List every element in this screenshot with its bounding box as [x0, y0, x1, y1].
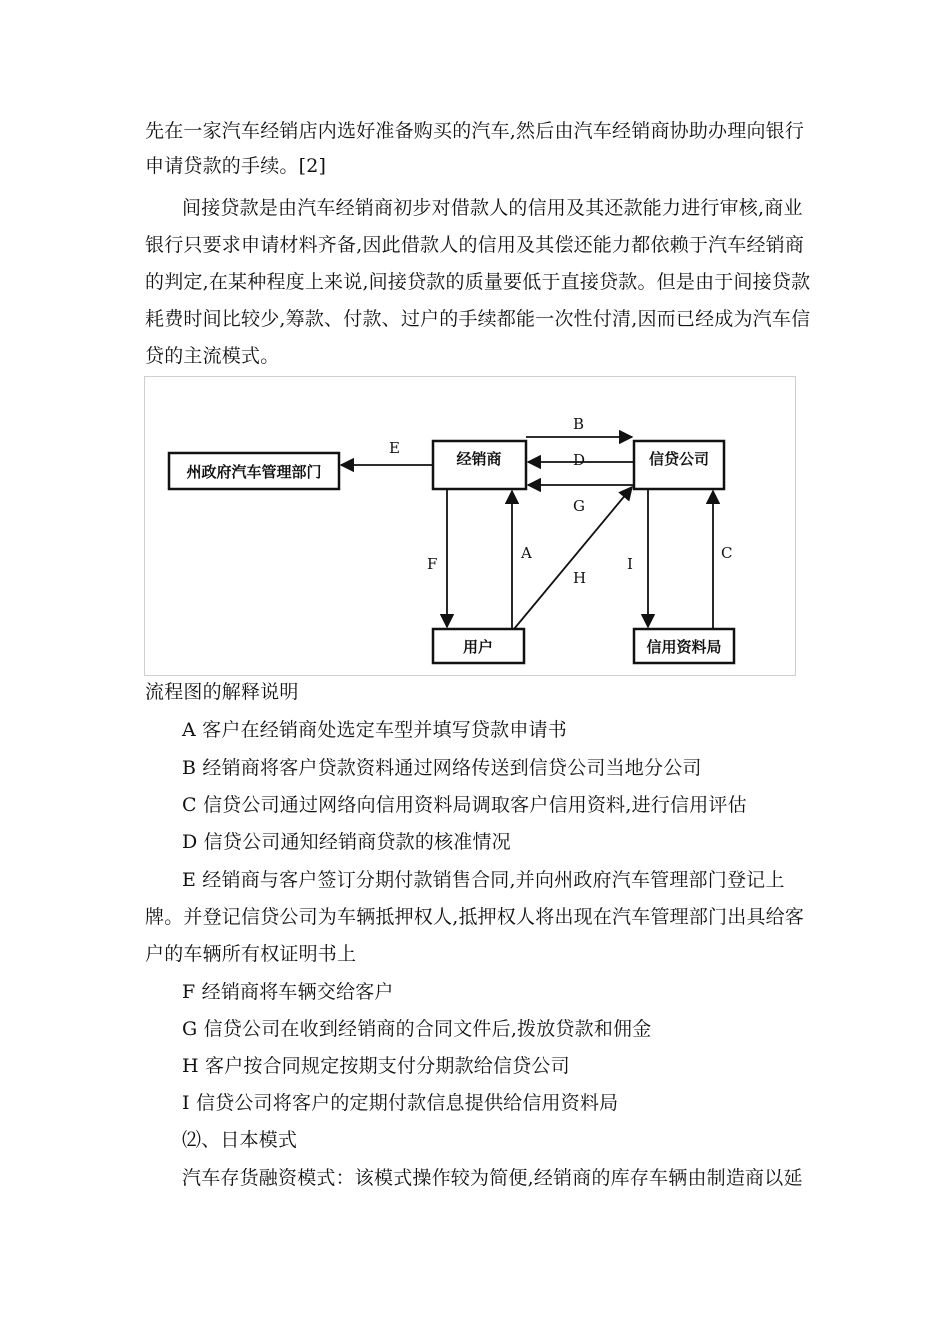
- explanation-item-e-cont: 户的车辆所有权证明书上: [145, 943, 357, 965]
- paragraph-line: 先在一家汽车经销店内选好准备购买的汽车,然后由汽车经销商协助办理向银行: [145, 120, 805, 142]
- explanation-item-b: B 经销商将客户贷款资料通过网络传送到信贷公司当地分公司: [182, 757, 702, 779]
- edge-label-b: B: [573, 415, 585, 433]
- edge-label-g: G: [573, 497, 585, 515]
- explanation-item-e: E 经销商与客户签订分期付款销售合同,并向州政府汽车管理部门登记上: [182, 869, 785, 891]
- flow-diagram: [144, 376, 796, 676]
- paragraph-line: 贷的主流模式。: [145, 345, 280, 367]
- section-text: 汽车存货融资模式：该模式操作较为简便,经销商的库存车辆由制造商以延: [182, 1167, 803, 1189]
- explanation-item-c: C 信贷公司通过网络向信用资料局调取客户信用资料,进行信用评估: [182, 794, 747, 816]
- explanation-item-e-cont: 牌。并登记信贷公司为车辆抵押权人,抵押权人将出现在汽车管理部门出具给客: [145, 906, 805, 928]
- section-title: ⑵、日本模式: [182, 1129, 298, 1151]
- dealer-label: 经销商: [456, 450, 502, 468]
- paragraph-line: 间接贷款是由汽车经销商初步对借款人的信用及其还款能力进行审核,商业: [182, 197, 803, 219]
- flow-diagram-svg: [145, 377, 795, 675]
- explanation-item-a: A 客户在经销商处选定车型并填写贷款申请书: [182, 719, 567, 741]
- edge-label-a: A: [521, 544, 532, 562]
- government-label: 州政府汽车管理部门: [186, 463, 322, 481]
- explanation-item-i: I 信贷公司将客户的定期付款信息提供给信用资料局: [182, 1092, 619, 1114]
- edge-label-f: F: [427, 555, 438, 573]
- paragraph-line: 的判定,在某种程度上来说,间接贷款的质量要低于直接贷款。但是由于间接贷款: [145, 271, 811, 293]
- explanation-item-d: D 信贷公司通知经销商贷款的核准情况: [182, 831, 511, 853]
- paragraph-line: 耗费时间比较少,筹款、付款、过户的手续都能一次性付清,因而已经成为汽车信: [145, 308, 811, 330]
- paragraph-line: 银行只要求申请材料齐备,因此借款人的信用及其偿还能力都依赖于汽车经销商: [145, 234, 805, 256]
- edge-label-h: H: [573, 569, 587, 587]
- explanation-item-f: F 经销商将车辆交给客户: [182, 981, 394, 1003]
- edge-label-i: I: [627, 555, 633, 573]
- edge-label-d: D: [573, 451, 586, 469]
- edge-label-e: E: [389, 439, 400, 457]
- credit-company-label: 信贷公司: [648, 450, 710, 468]
- explanation-item-h: H 客户按合同规定按期支付分期款给信贷公司: [182, 1055, 570, 1077]
- explanation-heading: 流程图的解释说明: [145, 681, 299, 703]
- credit-bureau-label: 信用资料局: [646, 638, 722, 656]
- paragraph-line: 申请贷款的手续。[2]: [145, 155, 327, 177]
- edge-label-c: C: [721, 544, 733, 562]
- explanation-item-g: G 信贷公司在收到经销商的合同文件后,拨放贷款和佣金: [182, 1018, 652, 1040]
- user-label: 用户: [462, 638, 494, 656]
